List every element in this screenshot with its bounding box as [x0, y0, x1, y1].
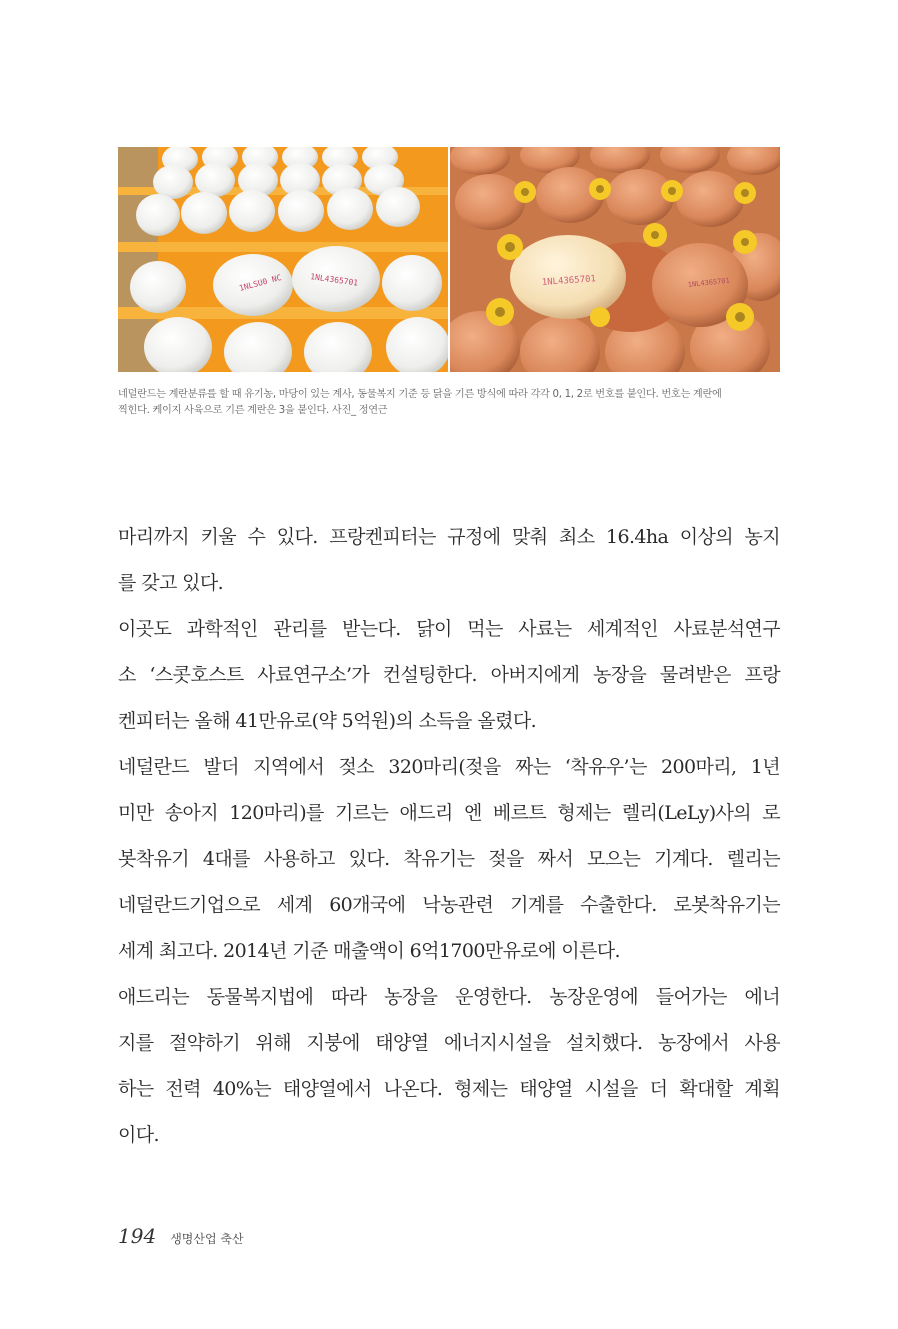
body-line: 애드리는 동물복지법에 따라 농장을 운영한다. 농장운영에 들어가는 에너 [118, 986, 780, 1008]
page-number: 194 [118, 1224, 157, 1248]
body-line: 하는 전력 40%는 태양열에서 나온다. 형제는 태양열 시설을 더 확대할 계획 [118, 1078, 780, 1100]
egg-stamp-4: 1NL4365701 [687, 276, 731, 289]
body-line: 미만 송아지 120마리)를 기르는 애드리 엔 베르트 형제는 렐리(LeLy)사의 로 [118, 802, 780, 824]
running-title: 생명산업 축산 [170, 1232, 244, 1246]
body-line: 를 갖고 있다. [118, 572, 224, 594]
body-line: 네덜란드기업으로 세계 60개국에 낙농관련 기계를 수출한다. 로봇착유기는 [118, 894, 780, 916]
egg-photos [118, 147, 780, 372]
caption-line-2: 찍힌다. 케이지 사육으로 기른 계란은 3을 붙인다. 사진_ 정연근 [118, 405, 388, 416]
brown-eggs-photo [450, 147, 780, 372]
caption-line-1: 네덜란드는 계란분류를 할 때 유기농, 마당이 있는 계사, 동물복지 기준 등 닭을 기른 방식에 따라 각각 0, 1, 2로 번호를 붙인다. 번호는 계란에 [118, 389, 722, 400]
body-line: 켄피터는 올해 41만유로(약 5억원)의 소득을 올렸다. [118, 710, 537, 732]
white-eggs-illustration [118, 147, 448, 372]
body-line: 마리까지 키울 수 있다. 프랑켄피터는 규정에 맞춰 최소 16.4ha 이상의 농지 [118, 526, 780, 548]
egg-stamp-2: 1NL4365701 [309, 272, 359, 288]
white-eggs-photo [118, 147, 448, 372]
body-text [118, 514, 780, 1158]
body-line: 지를 절약하기 위해 지붕에 태양열 에너지시설을 설치했다. 농장에서 사용 [118, 1032, 780, 1054]
body-line: 네덜란드 발더 지역에서 젖소 320마리(젖을 짜는 ‘착유우’는 200마리, 1년 [118, 756, 780, 778]
figure-caption [118, 387, 782, 419]
body-line: 이곳도 과학적인 관리를 받는다. 닭이 먹는 사료는 세계적인 사료분석연구 [118, 618, 780, 640]
body-line: 봇착유기 4대를 사용하고 있다. 착유기는 젖을 짜서 모으는 기계다. 렐리는 [118, 848, 780, 870]
body-line: 세계 최고다. 2014년 기준 매출액이 6억1700만유로에 이른다. [118, 940, 620, 962]
body-line: 소 ‘스콧호스트 사료연구소’가 컨설팅한다. 아버지에게 농장을 물려받은 프랑 [118, 664, 780, 686]
egg-stamp-3: 1NL4365701 [541, 274, 597, 288]
brown-eggs-illustration [450, 147, 780, 372]
body-line: 이다. [118, 1124, 159, 1146]
egg-stamp-1: 1NLSU0 NC [238, 273, 283, 293]
page-footer [118, 1224, 244, 1254]
